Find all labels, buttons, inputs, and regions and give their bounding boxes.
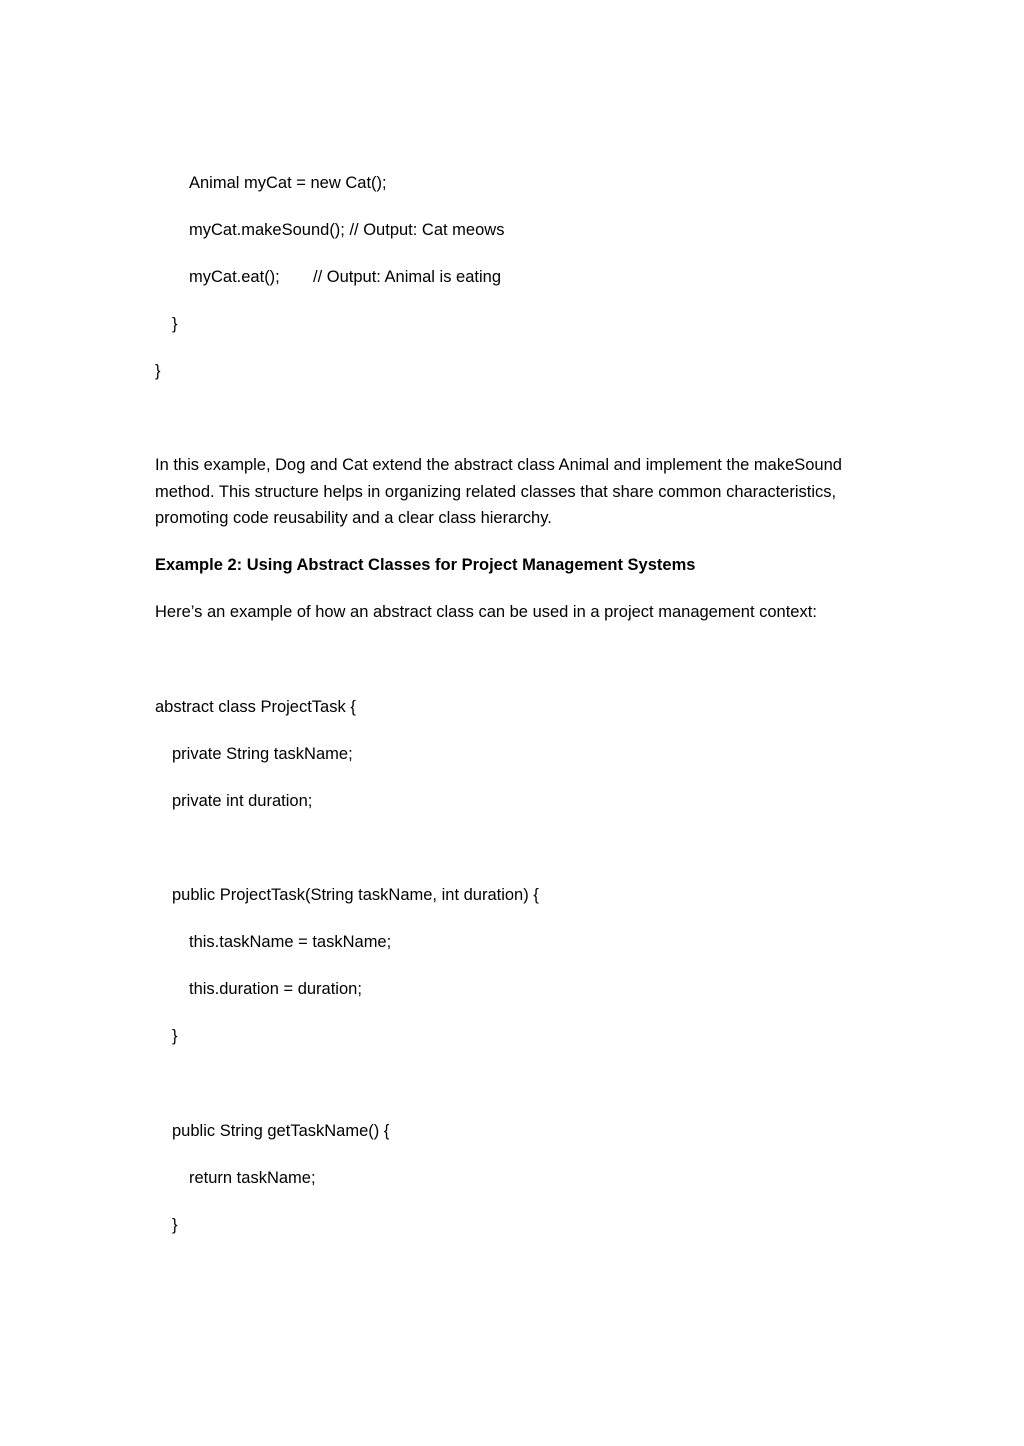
code-line: } xyxy=(172,1027,178,1045)
code-line: return taskName; xyxy=(189,1169,316,1187)
code-line: private int duration; xyxy=(172,792,313,810)
code-line: public String getTaskName() { xyxy=(172,1122,390,1140)
code-line: } xyxy=(172,1216,178,1234)
body-paragraph: Here’s an example of how an abstract class can be used in a project management context: xyxy=(155,603,817,621)
body-paragraph: In this example, Dog and Cat extend the abstract class Animal and implement the makeSound method. This structure helps in organizing related classes that share common characteristics, promoting code reusability and a clear class hierarchy. xyxy=(155,456,842,527)
code-line: myCat.eat(); xyxy=(189,268,280,286)
code-line: } xyxy=(155,362,161,380)
code-comment: // Output: Animal is eating xyxy=(313,268,502,286)
code-line: this.taskName = taskName; xyxy=(189,933,392,951)
code-line: } xyxy=(172,315,178,333)
code-line: private String taskName; xyxy=(172,745,353,763)
code-line: myCat.makeSound(); // Output: Cat meows xyxy=(189,221,505,239)
code-line: Animal myCat = new Cat(); xyxy=(189,174,387,192)
section-heading: Example 2: Using Abstract Classes for Project Management Systems xyxy=(155,556,696,574)
code-line: public ProjectTask(String taskName, int duration) { xyxy=(172,886,539,904)
code-line: this.duration = duration; xyxy=(189,980,362,998)
code-line: abstract class ProjectTask { xyxy=(155,698,356,716)
